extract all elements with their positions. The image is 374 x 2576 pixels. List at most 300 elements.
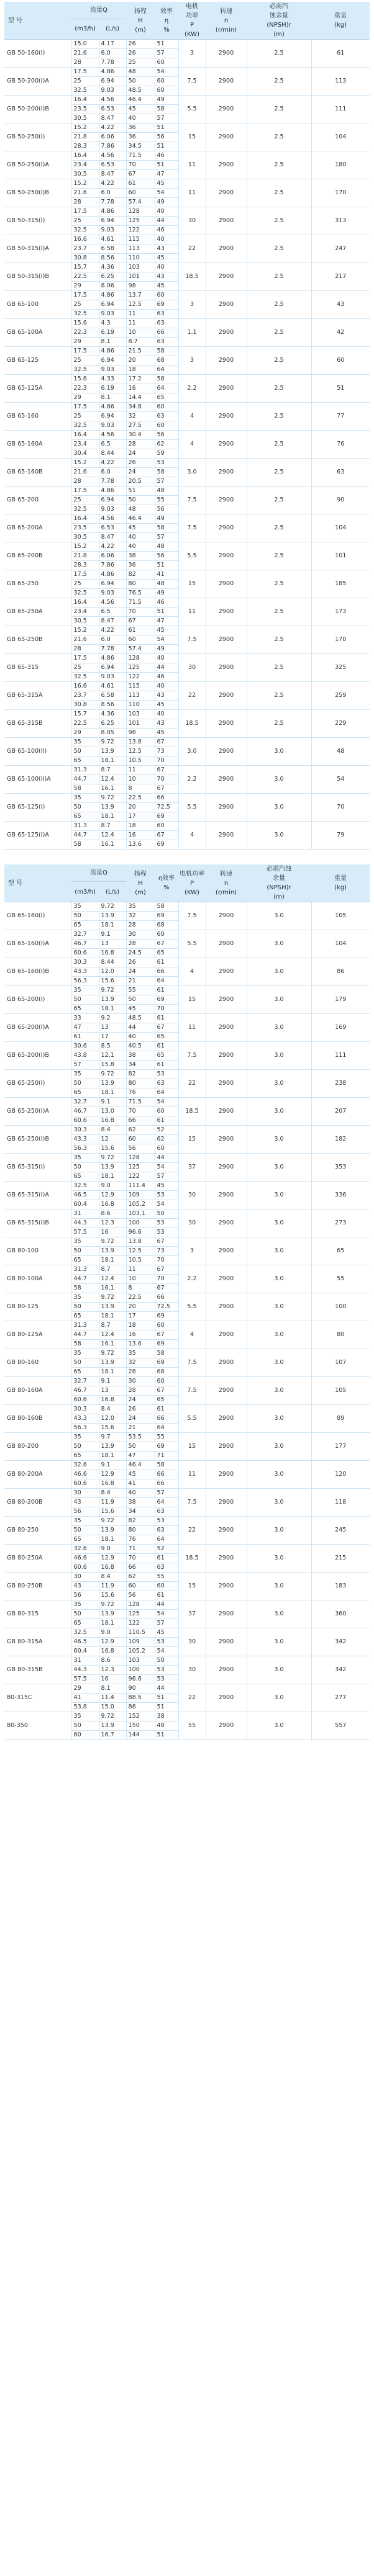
efficiency-cell: 64 xyxy=(155,977,178,986)
speed-cell: 2900 xyxy=(206,235,247,263)
flow-m3h-cell: 15.2 xyxy=(71,626,99,635)
flow-ls-cell: 9.2 xyxy=(99,1014,126,1023)
flow-ls-cell: 8.1 xyxy=(99,1684,126,1694)
efficiency-cell: 67 xyxy=(155,1331,178,1340)
flow-ls-cell: 12.9 xyxy=(99,1191,126,1200)
flow-ls-cell: 9.72 xyxy=(99,738,126,747)
flow-ls-cell: 18.1 xyxy=(99,1172,126,1182)
npsh-cell: 3.0 xyxy=(247,1600,311,1628)
flow-ls-cell: 9.72 xyxy=(99,1293,126,1303)
flow-m3h-cell: 35 xyxy=(71,1433,99,1442)
npsh-cell: 3.0 xyxy=(247,1461,311,1489)
power-cell: 5.5 xyxy=(178,1293,206,1321)
efficiency-cell: 63 xyxy=(155,338,178,347)
flow-ls-cell: 16 xyxy=(99,1675,126,1684)
efficiency-cell: 67 xyxy=(155,1023,178,1033)
head-cell: 50 xyxy=(126,496,155,505)
efficiency-cell: 64 xyxy=(155,384,178,393)
power-cell: 5.5 xyxy=(178,794,206,822)
head-cell: 100 xyxy=(126,1666,155,1675)
efficiency-cell: 68 xyxy=(155,356,178,366)
head-cell: 45 xyxy=(126,1470,155,1479)
flow-m3h-cell: 28 xyxy=(71,645,99,654)
head-cell: 125 xyxy=(126,1163,155,1172)
efficiency-cell: 66 xyxy=(155,1479,178,1489)
flow-m3h-cell: 60.4 xyxy=(71,1200,99,1209)
flow-m3h-cell: 17.5 xyxy=(71,487,99,496)
speed-cell: 2900 xyxy=(206,1600,247,1628)
speed-cell: 2900 xyxy=(206,514,247,542)
efficiency-cell: 56 xyxy=(155,505,178,514)
efficiency-cell: 56 xyxy=(155,431,178,440)
weight-cell: 104 xyxy=(311,930,370,958)
weight-cell: 177 xyxy=(311,1433,370,1461)
head-cell: 17 xyxy=(126,1312,155,1321)
model-cell: GB 50-200(I)A xyxy=(4,68,71,96)
head-cell: 10.5 xyxy=(126,1256,155,1265)
flow-m3h-cell: 15.2 xyxy=(71,179,99,189)
flow-ls-cell: 6.94 xyxy=(99,580,126,589)
head-cell: 12.5 xyxy=(126,1247,155,1256)
efficiency-cell: 65 xyxy=(155,1033,178,1042)
efficiency-cell: 69 xyxy=(155,840,178,850)
flow-ls-cell: 4.56 xyxy=(99,151,126,161)
flow-m3h-cell: 43.3 xyxy=(71,1414,99,1424)
weight-cell: 170 xyxy=(311,179,370,207)
flow-ls-cell: 12.3 xyxy=(99,1219,126,1228)
head-cell: 60 xyxy=(126,1135,155,1144)
head-cell: 60 xyxy=(126,1582,155,1591)
efficiency-cell: 40 xyxy=(155,682,178,691)
head-cell: 20 xyxy=(126,356,155,366)
power-header: 电机功率 P (KW) xyxy=(178,864,206,902)
flow-m3h-cell: 30 xyxy=(71,1573,99,1582)
flow-ls-cell: 18.1 xyxy=(99,1312,126,1321)
weight-cell: 120 xyxy=(311,1461,370,1489)
model-cell: GB 50-315(I)B xyxy=(4,263,71,291)
power-cell: 2.2 xyxy=(178,1265,206,1293)
flow-m3h-cell: 50 xyxy=(71,912,99,921)
model-cell: GB 65-315A xyxy=(4,682,71,710)
flow-m3h-cell: 60.6 xyxy=(71,1479,99,1489)
efficiency-cell: 73 xyxy=(155,1247,178,1256)
efficiency-cell: 61 xyxy=(155,986,178,995)
model-cell: GB 65-200B xyxy=(4,542,71,570)
weight-cell: 207 xyxy=(311,1098,370,1126)
flow-ls-cell: 6.0 xyxy=(99,635,126,645)
efficiency-cell: 67 xyxy=(155,940,178,949)
weight-cell: 76 xyxy=(311,431,370,459)
flow-m3h-cell: 31.3 xyxy=(71,1321,99,1331)
efficiency-cell: 67 xyxy=(155,766,178,775)
model-cell: GB 50-250(I)A xyxy=(4,151,71,179)
flow-m3h-cell: 29 xyxy=(71,338,99,347)
efficiency-cell: 63 xyxy=(155,1526,178,1535)
flow-ls-cell: 4.22 xyxy=(99,626,126,635)
efficiency-cell: 54 xyxy=(155,1610,178,1619)
efficiency-cell: 63 xyxy=(155,1563,178,1573)
flow-ls-cell: 8.06 xyxy=(99,282,126,291)
table-row xyxy=(4,1293,370,1303)
flow-m3h-cell: 50 xyxy=(71,1358,99,1368)
flow-m3h-cell: 43.3 xyxy=(71,1135,99,1144)
flow-ls-cell: 15.6 xyxy=(99,1591,126,1600)
efficiency-cell: 69 xyxy=(155,812,178,822)
speed-cell: 2900 xyxy=(206,794,247,822)
flow-ls-cell: 13.9 xyxy=(99,912,126,921)
flow-ls-cell: 6.58 xyxy=(99,691,126,701)
model-cell: GB 65-250 xyxy=(4,570,71,598)
head-cell: 22.5 xyxy=(126,794,155,803)
head-cell: 60 xyxy=(126,635,155,645)
efficiency-cell: 60 xyxy=(155,1144,178,1154)
spec-table-block-1 xyxy=(4,2,370,850)
table-row xyxy=(4,514,370,524)
table-row xyxy=(4,1349,370,1358)
table-row xyxy=(4,1684,370,1694)
flow-m3h-cell: 31.3 xyxy=(71,822,99,831)
efficiency-cell: 45 xyxy=(155,1628,178,1638)
efficiency-cell: 57 xyxy=(155,477,178,487)
table-row xyxy=(4,598,370,608)
speed-cell: 2900 xyxy=(206,487,247,514)
efficiency-cell: 69 xyxy=(155,1312,178,1321)
model-cell: GB 80-100 xyxy=(4,1237,71,1265)
weight-cell: 342 xyxy=(311,1628,370,1656)
head-cell: 47 xyxy=(126,1452,155,1461)
table-row xyxy=(4,794,370,803)
weight-cell: 104 xyxy=(311,514,370,542)
flow-ls-cell: 9.0 xyxy=(99,1628,126,1638)
speed-cell: 2900 xyxy=(206,68,247,96)
head-cell: 36 xyxy=(126,123,155,133)
power-cell: 3 xyxy=(178,291,206,319)
flow-m3h-cell: 25 xyxy=(71,663,99,673)
flow-m3h-cell: 58 xyxy=(71,1284,99,1293)
head-cell: 80 xyxy=(126,580,155,589)
power-cell: 37 xyxy=(178,1154,206,1182)
head-cell: 67 xyxy=(126,170,155,179)
head-cell: 110 xyxy=(126,254,155,263)
npsh-cell: 2.5 xyxy=(247,179,311,207)
head-cell: 125 xyxy=(126,1610,155,1619)
speed-cell: 2900 xyxy=(206,263,247,291)
table-row xyxy=(4,96,370,105)
flow-m3h-cell: 46.7 xyxy=(71,1386,99,1396)
npsh-cell: 3.0 xyxy=(247,1349,311,1377)
flow-m3h-cell: 35 xyxy=(71,1154,99,1163)
table-row xyxy=(4,40,370,49)
efficiency-cell: 57 xyxy=(155,1489,178,1498)
efficiency-cell: 57 xyxy=(155,533,178,542)
npsh-cell: 3.0 xyxy=(247,794,311,822)
head-cell: 20 xyxy=(126,803,155,812)
flow-m3h-cell: 21.6 xyxy=(71,468,99,477)
npsh-cell: 3.0 xyxy=(247,1712,311,1740)
flow-ls-cell: 6.25 xyxy=(99,719,126,729)
flow-ls-cell: 13.9 xyxy=(99,747,126,756)
flow-ls-cell: 13.9 xyxy=(99,1442,126,1452)
flow-m3h-cell: 46.5 xyxy=(71,1191,99,1200)
table-row xyxy=(4,1628,370,1638)
head-cell: 26 xyxy=(126,958,155,967)
flow-ls-cell: 9.72 xyxy=(99,1600,126,1610)
flow-ls-cell: 4.3 xyxy=(99,319,126,328)
flow-ls-cell: 6.94 xyxy=(99,496,126,505)
flow-ls-cell: 4.22 xyxy=(99,123,126,133)
flow-m3h-cell: 22.5 xyxy=(71,272,99,282)
model-cell: GB 65-315(I)A xyxy=(4,1182,71,1209)
flow-ls-cell: 15.0 xyxy=(99,1703,126,1712)
speed-cell: 2900 xyxy=(206,1154,247,1182)
flow-m3h-cell: 29 xyxy=(71,393,99,403)
npsh-cell: 2.5 xyxy=(247,682,311,710)
flow-ls-cell: 12.0 xyxy=(99,1414,126,1424)
efficiency-cell: 58 xyxy=(155,468,178,477)
flow-m3h-cell: 30.6 xyxy=(71,1042,99,1051)
head-cell: 70 xyxy=(126,1554,155,1563)
weight-cell: 51 xyxy=(311,375,370,403)
npsh-cell: 3.0 xyxy=(247,986,311,1014)
flow-ls-cell: 4.61 xyxy=(99,235,126,245)
head-cell: 16 xyxy=(126,384,155,393)
head-cell: 66 xyxy=(126,1116,155,1126)
table-row xyxy=(4,1070,370,1079)
weight-cell: 247 xyxy=(311,235,370,263)
flow-ls-cell: 4.86 xyxy=(99,207,126,217)
efficiency-cell: 54 xyxy=(155,189,178,198)
head-cell: 128 xyxy=(126,207,155,217)
head-cell: 32 xyxy=(126,412,155,421)
efficiency-cell: 71 xyxy=(155,1452,178,1461)
efficiency-cell: 55 xyxy=(155,496,178,505)
model-cell: GB 65-125(I)A xyxy=(4,822,71,850)
table-row xyxy=(4,1545,370,1554)
efficiency-cell: 51 xyxy=(155,1731,178,1740)
flow-ls-cell: 9.03 xyxy=(99,421,126,431)
table-row xyxy=(4,375,370,384)
model-cell: GB 65-160(I)A xyxy=(4,930,71,958)
flow-ls-cell: 9.72 xyxy=(99,1712,126,1721)
flow-ls-cell: 18.1 xyxy=(99,812,126,822)
head-cell: 45 xyxy=(126,1005,155,1014)
npsh-cell: 2.5 xyxy=(247,375,311,403)
flow-m3h-cell: 15.2 xyxy=(71,542,99,552)
power-cell: 7.5 xyxy=(178,902,206,930)
npsh-cell: 3.0 xyxy=(247,1545,311,1573)
flow-m3h-cell: 53.8 xyxy=(71,1703,99,1712)
efficiency-cell: 67 xyxy=(155,1386,178,1396)
efficiency-cell: 58 xyxy=(155,347,178,356)
flow-ls-cell: 17 xyxy=(99,1033,126,1042)
flow-m3h-cell: 60.6 xyxy=(71,1396,99,1405)
table-row xyxy=(4,68,370,77)
efficiency-cell: 40 xyxy=(155,207,178,217)
efficiency-cell: 60 xyxy=(155,291,178,300)
head-cell: 128 xyxy=(126,1154,155,1163)
speed-cell: 2900 xyxy=(206,542,247,570)
flow-ls-cell: 12.3 xyxy=(99,1666,126,1675)
efficiency-cell: 61 xyxy=(155,1554,178,1563)
weight-cell: 105 xyxy=(311,1377,370,1405)
head-cell: 46.4 xyxy=(126,1461,155,1470)
flow-m3h-cell: 30.8 xyxy=(71,701,99,710)
efficiency-cell: 69 xyxy=(155,1340,178,1349)
flow-ls-cell: 9.03 xyxy=(99,366,126,375)
table-row xyxy=(4,570,370,580)
flow-ls-cell: 6.94 xyxy=(99,412,126,421)
flow-ls-cell: 8.44 xyxy=(99,449,126,459)
flow-ls-cell: 13.9 xyxy=(99,995,126,1005)
flow-ls-cell: 13 xyxy=(99,1386,126,1396)
flow-ls-cell: 11.4 xyxy=(99,1694,126,1703)
head-cell: 70 xyxy=(126,608,155,617)
flow-m3h-cell: 16.6 xyxy=(71,682,99,691)
head-cell: 122 xyxy=(126,1172,155,1182)
efficiency-cell: 64 xyxy=(155,1424,178,1433)
flow-m3h-cell: 32.5 xyxy=(71,505,99,514)
speed-cell: 2900 xyxy=(206,1321,247,1349)
flow-ls-cell: 15.6 xyxy=(99,1507,126,1517)
flow-ls-cell: 8.4 xyxy=(99,1489,126,1498)
efficiency-cell: 57 xyxy=(155,1619,178,1628)
flow-m3h-cell: 17.5 xyxy=(71,291,99,300)
efficiency-cell: 61 xyxy=(155,1116,178,1126)
weight-cell: 170 xyxy=(311,626,370,654)
flow-ls-cell: 6.19 xyxy=(99,384,126,393)
speed-cell: 2900 xyxy=(206,570,247,598)
flow-m3h-cell: 30 xyxy=(71,1489,99,1498)
weight-cell: 169 xyxy=(311,1014,370,1042)
efficiency-cell: 38 xyxy=(155,1712,178,1721)
npsh-cell: 2.5 xyxy=(247,626,311,654)
flow-ls-cell: 8.56 xyxy=(99,254,126,263)
flow-ls-cell: 6.94 xyxy=(99,217,126,226)
speed-cell: 2900 xyxy=(206,1684,247,1712)
flow-ls-cell: 16.8 xyxy=(99,1116,126,1126)
flow-ls-cell: 16.1 xyxy=(99,784,126,794)
head-cell: 96.6 xyxy=(126,1228,155,1237)
model-cell: GB 65-100 xyxy=(4,291,71,319)
flow-ls-cell: 7.78 xyxy=(99,198,126,207)
head-cell: 28 xyxy=(126,440,155,449)
flow-ls-cell: 4.17 xyxy=(99,40,126,49)
flow-ls-cell: 12.4 xyxy=(99,1275,126,1284)
head-cell: 32 xyxy=(126,912,155,921)
npsh-cell: 3.0 xyxy=(247,1209,311,1237)
flow-ls-cell: 16.1 xyxy=(99,1340,126,1349)
flow-m3h-cell: 23.4 xyxy=(71,161,99,170)
head-cell: 34.5 xyxy=(126,142,155,151)
model-cell: GB 80-250 xyxy=(4,1517,71,1545)
flow-ls-cell: 6.06 xyxy=(99,552,126,561)
table-row xyxy=(4,1237,370,1247)
flow-ls-cell: 12 xyxy=(99,1135,126,1144)
flow-ls-cell: 9.72 xyxy=(99,1154,126,1163)
speed-cell: 2900 xyxy=(206,1377,247,1405)
head-cell: 13.6 xyxy=(126,840,155,850)
model-cell: GB 65-100(II)A xyxy=(4,766,71,794)
flow-header: 流量Q xyxy=(71,2,126,19)
spec-table-2 xyxy=(4,864,370,1740)
table-row xyxy=(4,1656,370,1666)
speed-cell: 2900 xyxy=(206,1628,247,1656)
head-cell: 45 xyxy=(126,524,155,533)
table-row xyxy=(4,822,370,831)
speed-cell: 2900 xyxy=(206,291,247,319)
weight-cell: 105 xyxy=(311,902,370,930)
head-cell: 76 xyxy=(126,1088,155,1098)
flow-ls-cell: 9.72 xyxy=(99,1517,126,1526)
head-cell: 24 xyxy=(126,1414,155,1424)
flow-ls-cell: 8.47 xyxy=(99,617,126,626)
flow-ls-cell: 16.8 xyxy=(99,1647,126,1656)
efficiency-cell: 46 xyxy=(155,151,178,161)
flow-m3h-cell: 65 xyxy=(71,1535,99,1545)
power-cell: 22 xyxy=(178,235,206,263)
model-cell: GB 80-160A xyxy=(4,1377,71,1405)
efficiency-cell: 65 xyxy=(155,1051,178,1061)
efficiency-cell: 58 xyxy=(155,902,178,912)
flow-m3h-cell: 30.3 xyxy=(71,958,99,967)
efficiency-cell: 54 xyxy=(155,1200,178,1209)
table-row xyxy=(4,1712,370,1721)
weight-cell: 238 xyxy=(311,1070,370,1098)
flow-ls-cell: 6.0 xyxy=(99,468,126,477)
power-cell: 22 xyxy=(178,1517,206,1545)
flow-ls-cell: 4.36 xyxy=(99,710,126,719)
model-cell: GB 50-315(I) xyxy=(4,207,71,235)
speed-cell: 2900 xyxy=(206,1098,247,1126)
head-cell: 56 xyxy=(126,1144,155,1154)
table-row xyxy=(4,431,370,440)
head-cell: 152 xyxy=(126,1712,155,1721)
efficiency-cell: 60 xyxy=(155,822,178,831)
efficiency-cell: 59 xyxy=(155,449,178,459)
flow-ls-cell: 6.19 xyxy=(99,328,126,338)
efficiency-cell: 50 xyxy=(155,1209,178,1219)
speed-cell: 2900 xyxy=(206,403,247,431)
flow-m3h-cell: 58 xyxy=(71,1340,99,1349)
efficiency-cell: 60 xyxy=(155,77,178,86)
power-cell: 30 xyxy=(178,207,206,235)
head-cell: 76.5 xyxy=(126,589,155,598)
efficiency-cell: 48 xyxy=(155,1721,178,1731)
flow-ls-cell: 6.53 xyxy=(99,161,126,170)
npsh-cell: 2.5 xyxy=(247,207,311,235)
head-cell: 100 xyxy=(126,1219,155,1228)
flow-m3h-cell: 50 xyxy=(71,1721,99,1731)
flow-ls-cell: 8.7 xyxy=(99,1321,126,1331)
weight-cell: 229 xyxy=(311,710,370,738)
weight-cell: 180 xyxy=(311,151,370,179)
head-cell: 26 xyxy=(126,459,155,468)
flow-ls-cell: 8.4 xyxy=(99,1126,126,1135)
flow-m3h-cell: 50 xyxy=(71,1442,99,1452)
table-row xyxy=(4,459,370,468)
flow-m3h-cell: 25 xyxy=(71,77,99,86)
flow-ls-cell: 18.1 xyxy=(99,1005,126,1014)
head-cell: 70 xyxy=(126,161,155,170)
flow-ls-cell: 9.0 xyxy=(99,1545,126,1554)
flow-m3h-cell: 65 xyxy=(71,1452,99,1461)
head-cell: 28 xyxy=(126,921,155,930)
flow-ls-cell: 8.4 xyxy=(99,1573,126,1582)
flow-m3h-cell: 44.7 xyxy=(71,1331,99,1340)
npsh-cell: 2.5 xyxy=(247,319,311,347)
flow-ls-cell: 12.9 xyxy=(99,1638,126,1647)
flow-m3h-cell: 32.5 xyxy=(71,589,99,598)
